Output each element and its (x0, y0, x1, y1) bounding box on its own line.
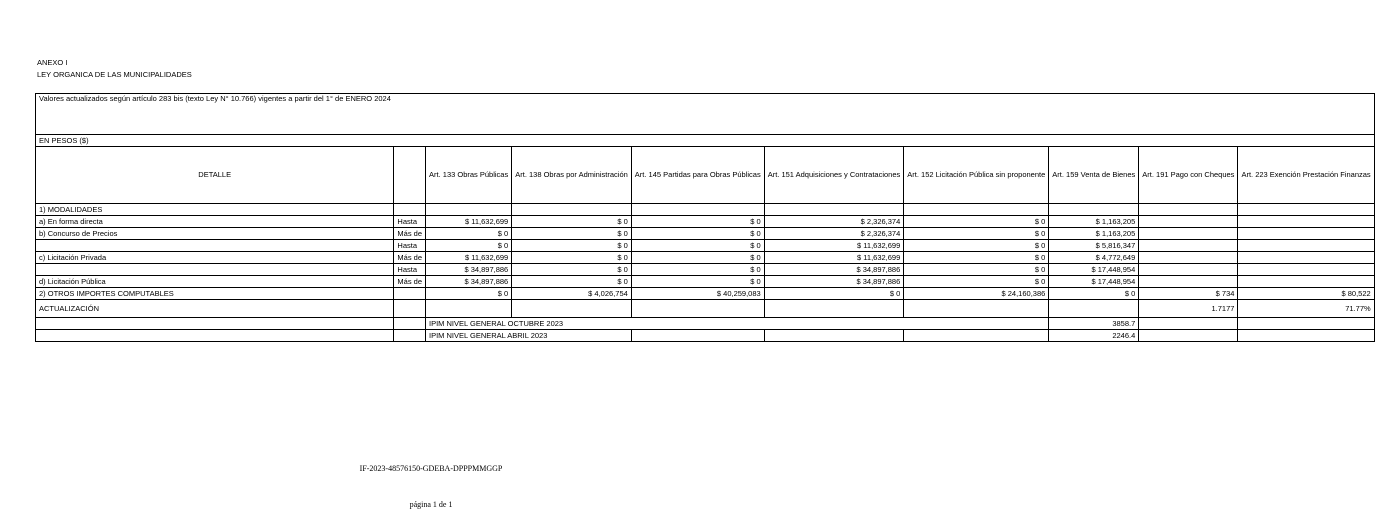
page-number: página 1 de 1 (409, 500, 453, 509)
header-art151: Art. 151 Adquisiciones y Contrataciones (764, 147, 904, 204)
table-row: Hasta $ 0 $ 0 $ 0 $ 11,632,699 $ 0 $ 5,816,347 (36, 240, 1375, 252)
header-art138: Art. 138 Obras por Administración (512, 147, 632, 204)
actualizacion-row: ACTUALIZACIÓN 1.7177 71.77% (36, 300, 1375, 318)
header-art223: Art. 223 Exención Prestación Finanzas (1238, 147, 1374, 204)
header-art152: Art. 152 Licitación Pública sin proponente (904, 147, 1049, 204)
header-art159: Art. 159 Venta de Bienes (1049, 147, 1139, 204)
values-table (35, 93, 1375, 342)
section-modalidades: 1) MODALIDADES (36, 204, 394, 216)
table-row: b) Concurso de Precios Más de $ 0 $ 0 $ 0 $ 2,326,374 $ 0 $ 1,163,205 (36, 228, 1375, 240)
header-art191: Art. 191 Pago con Cheques (1139, 147, 1238, 204)
currency-label: EN PESOS ($) (36, 135, 1375, 147)
header-art145: Art. 145 Partidas para Obras Públicas (631, 147, 764, 204)
section-row (36, 204, 1375, 216)
table-row: c) Licitación Privada Más de $ 11,632,699 $ 0 $ 0 $ 11,632,699 $ 0 $ 4,772,649 (36, 252, 1375, 264)
table-title-row (36, 94, 1375, 135)
annex-label: ANEXO I (37, 58, 68, 67)
currency-row (36, 135, 1375, 147)
column-header-row (36, 147, 1375, 204)
otros-row: 2) OTROS IMPORTES COMPUTABLES $ 0 $ 4,026,754 $ 40,259,083 $ 0 $ 24,160,386 $ 0 $ 734 $ 80,522 (36, 288, 1375, 300)
header-art133: Art. 133 Obras Públicas (426, 147, 512, 204)
table-row: a) En forma directa Hasta $ 11,632,699 $ 0 $ 0 $ 2,326,374 $ 0 $ 1,163,205 (36, 216, 1375, 228)
table-row: d) Licitación Pública Más de $ 34,897,886 $ 0 $ 0 $ 34,897,886 $ 0 $ 17,448,954 (36, 276, 1375, 288)
law-title: LEY ORGANICA DE LAS MUNICIPALIDADES (37, 70, 192, 79)
ipim-row: IPIM NIVEL GENERAL OCTUBRE 2023 3858.7 (36, 318, 1375, 330)
document-id: IF-2023-48576150-GDEBA-DPPPMMGGP (359, 464, 503, 473)
table-row: Hasta $ 34,897,886 $ 0 $ 0 $ 34,897,886 $ 0 $ 17,448,954 (36, 264, 1375, 276)
table-title: Valores actualizados según artículo 283 bis (texto Ley N° 10.766) vigentes a partir del 1° de ENERO 2024 (36, 94, 394, 135)
ipim-row: IPIM NIVEL GENERAL ABRIL 2023 2246.4 (36, 330, 1375, 342)
header-detalle: DETALLE (36, 147, 394, 204)
